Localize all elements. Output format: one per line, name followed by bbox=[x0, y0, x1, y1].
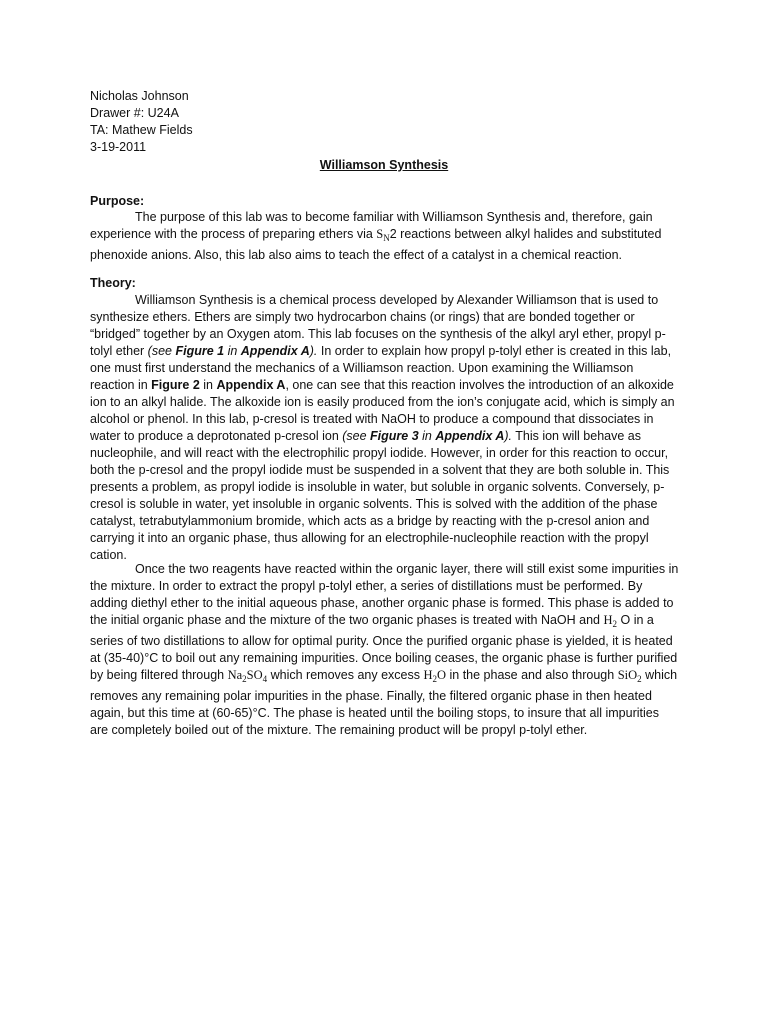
sn2-symbol bbox=[376, 227, 389, 241]
author-name: Nicholas Johnson bbox=[90, 89, 189, 103]
theory-text-2: In order to explain how propyl p-tolyl ether is created in this lab, one must first understand the mechanics of a Williamson reaction. Upon examining the Williamson reaction in bbox=[90, 344, 672, 392]
sodium-sulfate-formula bbox=[228, 668, 268, 682]
water-formula-1 bbox=[603, 613, 617, 627]
figure-1-ref: Figure 1 bbox=[175, 344, 225, 358]
theory-paragraph-1 bbox=[90, 292, 680, 564]
sn-sub: N bbox=[383, 233, 390, 243]
na: Na bbox=[227, 668, 243, 682]
figure-3-ref: Figure 3 bbox=[370, 429, 419, 443]
o-2: O bbox=[437, 668, 447, 682]
see-figure-1 bbox=[148, 344, 318, 358]
purpose-heading: Purpose: bbox=[90, 194, 145, 208]
theory2-text-3: which removes any excess bbox=[267, 668, 424, 682]
fig2-in: in bbox=[199, 378, 217, 392]
sio-sub: 2 bbox=[637, 674, 642, 684]
theory-text-1: Williamson Synthesis is a chemical process developed by Alexander Williamson that is used to synthesize ethers. Ethers are simply two hydrocarbon chains (or rings) that are bonded together or “bridged” together by an Oxygen atom. This lab focuses on the synthesis of the alkyl aryl ether, propyl p-tolyl ether bbox=[90, 293, 666, 358]
author-header bbox=[90, 88, 193, 156]
h-2: H bbox=[423, 668, 433, 682]
theory2-text-4: in the phase and also through bbox=[446, 668, 618, 682]
see1-in: in bbox=[224, 344, 241, 358]
theory-text-3: , one can see that this reaction involves the introduction of an alkoxide ion to an alkyl halide. The alkoxide ion is easily produced from the ion’s conjugate acid, which is simply an alcohol or phenol. In this lab, p-cresol is treated with NaOH to produce a compound that dissociates in water to produce a deprotonated p-cresol ion bbox=[90, 378, 675, 443]
drawer-number: Drawer #: U24A bbox=[90, 106, 179, 120]
so: SO bbox=[246, 668, 263, 682]
h-sub-2: 2 bbox=[432, 674, 437, 684]
see3-in: in bbox=[418, 429, 436, 443]
figure-2-ref: Figure 2 bbox=[151, 378, 200, 392]
sio: SiO bbox=[617, 668, 638, 682]
theory-heading: Theory: bbox=[90, 276, 136, 290]
na-sub: 2 bbox=[242, 674, 247, 684]
purpose-text-1: The purpose of this lab was to become familiar with Williamson Synthesis and, therefore, gain experience with the process of preparing ethers via bbox=[90, 210, 653, 241]
silica-formula bbox=[618, 668, 642, 682]
water-formula-2 bbox=[423, 668, 446, 682]
h-sub-1: 2 bbox=[612, 619, 618, 629]
sn-s: S bbox=[376, 227, 384, 241]
theory2-text-2: in a series of two distillations to allow for optimal purity. Once the purified organic phase is yielded, it is heated at (35-40)°C to boil out any remaining impurities. Once boiling ceases, the organic phase is further purified by being filtered through bbox=[90, 613, 678, 682]
see3-close: ). bbox=[504, 429, 512, 443]
appendix-a-ref-1: Appendix A bbox=[240, 344, 310, 358]
theory-paragraph-2 bbox=[90, 561, 680, 739]
o-1: O bbox=[617, 613, 631, 627]
appendix-a-ref-2: Appendix A bbox=[216, 378, 286, 392]
purpose-paragraph bbox=[90, 209, 680, 264]
purpose-text-2: 2 reactions between alkyl halides and substituted phenoxide anions. Also, this lab also aims to teach the effect of a catalyst in a chemical reaction. bbox=[90, 227, 662, 262]
report-date: 3-19-2011 bbox=[90, 140, 147, 154]
theory2-text-1: Once the two reagents have reacted within the organic layer, there will still exist some impurities in the mixture. In order to extract the propyl p-tolyl ether, a series of distillations must be performed. By adding diethyl ether to the initial aqueous phase, another organic phase is formed. This phase is added to the initial organic phase and the mixture of the two organic phases is treated with NaOH and bbox=[90, 562, 679, 627]
see3-open: (see bbox=[342, 429, 371, 443]
theory2-text-5: which removes any remaining polar impurities in the phase. Finally, the filtered organic phase in then heated again, but this time at (60-65)°C. The phase is heated until the boiling stops, to insure that all impurities are completely boiled out of the mixture. The remaining product will be propyl p-tolyl ether. bbox=[90, 668, 678, 737]
see1-open: (see bbox=[147, 344, 176, 358]
see-figure-3 bbox=[342, 429, 512, 443]
h-1: H bbox=[603, 613, 613, 627]
so-sub: 4 bbox=[262, 674, 268, 684]
theory-text-4: This ion will behave as nucleophile, and will react with the electrophilic propyl iodide. However, in order for this reaction to occur, both the p-cresol and the propyl iodide must be suspended in a solvent that they are both soluble in. This presents a problem, as propyl iodide is insoluble in water, but soluble in organic solvents. Conversely, p-cresol is soluble in water, yet insoluble in organic solvents. This is solved with the addition of the phase catalyst, tetrabutylammonium bromide, which acts as a bridge by reacting with the p-cresol anion and carrying it into an organic phase, thus allowing for an electrophile-nucleophile reaction with the propyl cation. bbox=[90, 429, 670, 562]
document-title: Williamson Synthesis bbox=[319, 158, 449, 172]
appendix-a-ref-3: Appendix A bbox=[435, 429, 505, 443]
ta-name: TA: Mathew Fields bbox=[90, 123, 193, 137]
see1-close: ). bbox=[309, 344, 318, 358]
